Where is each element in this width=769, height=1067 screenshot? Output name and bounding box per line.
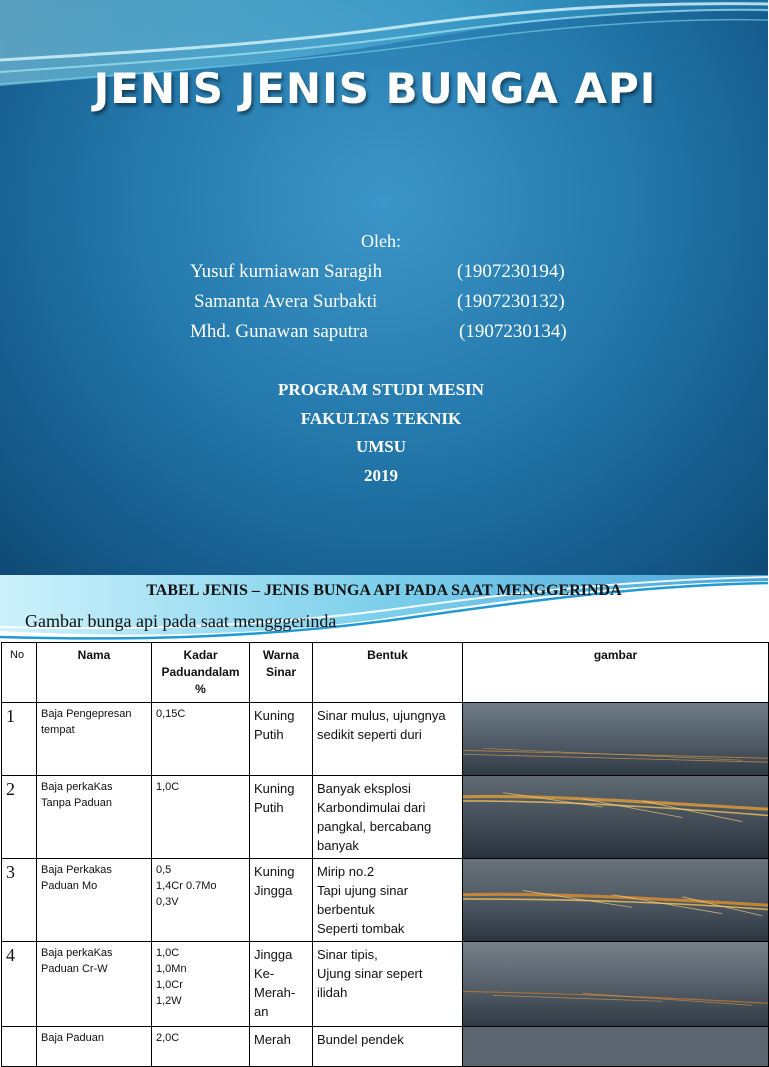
spark-photo-3 (463, 859, 769, 942)
slide-title: JENIS JENIS BUNGA API (93, 64, 657, 113)
cell-kadar: 2,0C (152, 1027, 250, 1067)
cell-bentuk: Sinar mulus, ujungnya sedikit seperti duri (313, 703, 463, 776)
table-title: TABEL JENIS – JENIS BUNGA API PADA SAAT MENGGERINDA (146, 582, 622, 599)
cell-no: 3 (2, 859, 37, 942)
spark-photo-1 (463, 703, 769, 776)
table-slide (0, 575, 768, 1047)
oleh-label: Oleh: (361, 231, 401, 251)
spark-photo-5 (463, 1027, 769, 1067)
program-label: PROGRAM STUDI MESIN (278, 380, 484, 399)
header-kadar: Kadar Paduandalam % (152, 643, 250, 703)
year-label: 2019 (364, 466, 398, 485)
spark-table (1, 642, 769, 1067)
author-name-3: Mhd. Gunawan saputra (190, 321, 368, 342)
author-name-2: Samanta Avera Surbakti (194, 291, 378, 312)
cell-kadar: 0,5 1,4Cr 0.7Mo 0,3V (152, 859, 250, 942)
cell-warna: Kuning Jingga (250, 859, 313, 942)
header-bentuk: Bentuk (313, 643, 463, 703)
cell-kadar: 1,0C (152, 776, 250, 859)
cell-nama: Baja Pengepresan tempat (37, 703, 152, 776)
cell-kadar: 0,15C (152, 703, 250, 776)
cell-warna: Kuning Putih (250, 703, 313, 776)
table-row (2, 942, 769, 1027)
author-nim-2: (1907230132) (457, 291, 565, 312)
table-row (2, 703, 769, 776)
cell-bentuk: Banyak eksplosi Karbondimulai dari pangkal, bercabang banyak (313, 776, 463, 859)
table-header-row (2, 643, 769, 703)
university-label: UMSU (355, 437, 407, 456)
header-gambar: gambar (463, 643, 769, 703)
faculty-label: FAKULTAS TEKNIK (300, 409, 462, 428)
cell-warna: Kuning Putih (250, 776, 313, 859)
author-name-1: Yusuf kurniawan Saragih (190, 261, 383, 282)
cell-no: 1 (2, 703, 37, 776)
header-no: No (2, 643, 37, 703)
cell-nama: Baja Perkakas Paduan Mo (37, 859, 152, 942)
cell-nama: Baja Paduan (37, 1027, 152, 1067)
table-row (2, 776, 769, 859)
table-subtitle: Gambar bunga api pada saat mengggerinda (25, 611, 337, 631)
cell-bentuk: Bundel pendek (313, 1027, 463, 1067)
cell-kadar: 1,0C 1,0Mn 1,0Cr 1,2W (152, 942, 250, 1027)
cell-no: 2 (2, 776, 37, 859)
author-nim-1: (1907230194) (457, 261, 565, 282)
header-nama: Nama (37, 643, 152, 703)
cell-no (2, 1027, 37, 1067)
cell-warna: Jingga Ke- Merah- an (250, 942, 313, 1027)
cell-bentuk: Sinar tipis, Ujung sinar sepert ilidah (313, 942, 463, 1027)
table-row (2, 1027, 769, 1067)
cell-bentuk: Mirip no.2 Tapi ujung sinar berbentuk Seperti tombak (313, 859, 463, 942)
header-warna: Warna Sinar (250, 643, 313, 703)
table-row (2, 859, 769, 942)
cell-nama: Baja perkaKas Paduan Cr-W (37, 942, 152, 1027)
cell-no: 4 (2, 942, 37, 1027)
cell-warna: Merah (250, 1027, 313, 1067)
spark-photo-4 (463, 942, 769, 1027)
spark-photo-2 (463, 776, 769, 859)
cell-nama: Baja perkaKas Tanpa Paduan (37, 776, 152, 859)
author-nim-3: (1907230134) (459, 321, 567, 342)
